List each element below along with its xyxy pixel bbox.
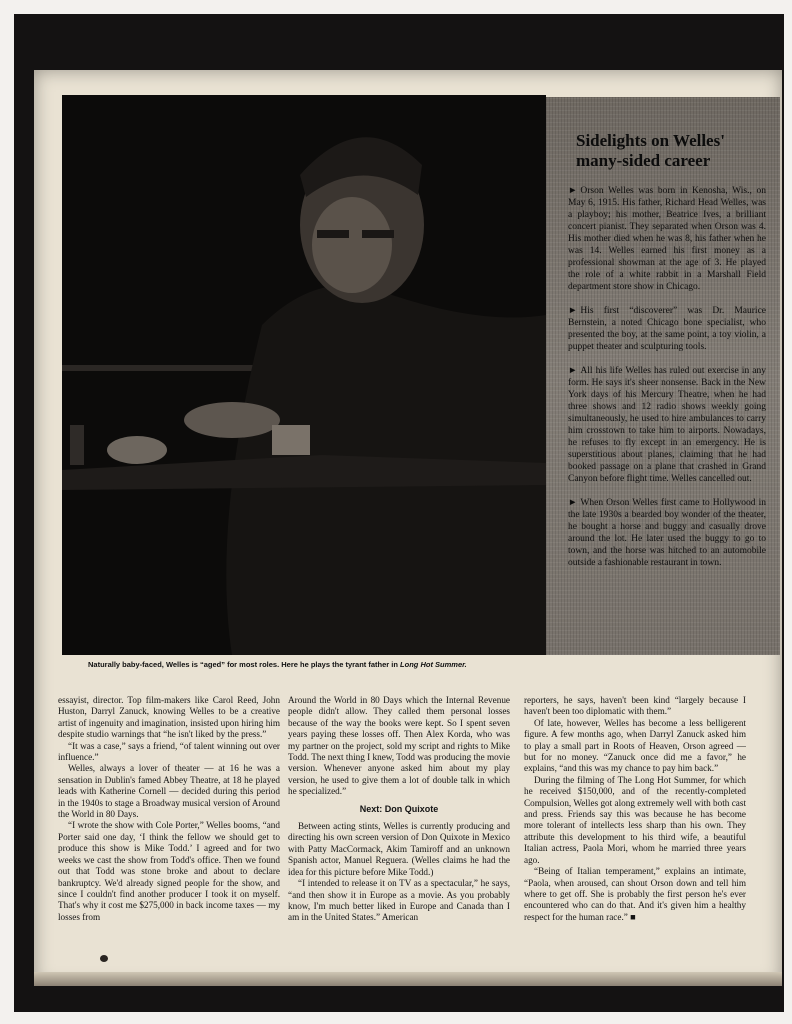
photo-caption: Naturally baby-faced, Welles is “aged” for most roles. Here he plays the tyrant father in Long Hot Summer.	[88, 660, 467, 669]
page-bottom-edge	[34, 972, 782, 986]
article-paragraph: During the filming of The Long Hot Summer, for which he received $150,000, and of the recently-completed Compulsion, Welles got along extremely well with both cast and press. Friends say this was because he has become more tolerant of intellects less sharp than his own. They attribute this development to his third wife, a beautiful Italian actress, Paola Mori, whom he married three years ago.	[524, 774, 746, 865]
article-column-1	[58, 695, 280, 923]
smudge-mark	[100, 955, 108, 962]
article-paragraph: reporters, he says, haven't been kind “largely because I haven't been too diplomatic with them.”	[524, 695, 746, 717]
sidebar-box	[546, 97, 780, 655]
sidebar-paragraph: ► When Orson Welles first came to Hollywood in the late 1930s a bearded boy wonder of the theater, he bought a horse and buggy and casually drove around the lot. He later used the buggy to go to town, and the horse was hitched to an automobile outside a fashionable restaurant in town.	[568, 498, 766, 568]
article-column-3	[524, 695, 746, 923]
arrow-icon: ►	[568, 186, 578, 196]
sidebar-paragraph: ► Orson Welles was born in Kenosha, Wis., on May 6, 1915. His father, Richard Head Welles, was a playboy; his mother, Beatrice Ives, a brilliant concert pianist. They separated when Orson was 4. His mother died when he was 8, his father when he was 14. Welles earned his first money as a professional showman at the age of 3. He played the role of a white rabbit in a Marshall Field department store show in Chicago.	[568, 186, 766, 292]
article-paragraph: “It was a case,” says a friend, “of talent winning out over influence.”	[58, 740, 280, 763]
arrow-icon: ►	[568, 366, 578, 376]
sidebar-paragraph: ► His first “discoverer” was Dr. Maurice Bernstein, a noted Chicago bone specialist, who presented the boy, at the same point, a toy violin, a puppet theater and sculpturing tools.	[568, 306, 766, 352]
article-paragraph: “I intended to release it on TV as a spectacular,” he says, “and then show it in Europe as a movie. As you probably know, I'm much better liked in Europe and Canada than I am in the United States.” American	[288, 878, 510, 923]
photo-illustration	[62, 95, 546, 655]
article-paragraph: Between acting stints, Welles is currently producing and directing his own screen version of Don Quixote in Mexico with Patty MacCormack, Akim Tamiroff and an unknown Spanish actor, Manuel Reguera. (Welles claims he had the idea for this picture before Mike Todd.)	[288, 821, 510, 877]
sidebar-title: Sidelights on Welles' many-sided career	[576, 131, 725, 170]
caption-film-title: Long Hot Summer.	[400, 660, 467, 669]
subhead: Next: Don Quixote	[359, 803, 439, 814]
article-paragraph: Of late, however, Welles has become a less belligerent figure. A few months ago, when Darryl Zanuck asked him to play a small part in Roots of Heaven, Orson agreed — but for no money. “Zanuck once did me a favor,” he explains, “and this was my chance to pay him back.”	[524, 717, 746, 774]
article-column-2	[288, 695, 510, 924]
photo-welles	[62, 95, 546, 655]
article-paragraph: Welles, always a lover of theater — at 16 he was a sensation in Dublin's famed Abbey Theatre, at 18 he played leads with Katherine Cornell — decided during this period in the 1940s to stage a Broadway musical version of Around the World in 80 Days.	[58, 763, 280, 820]
article-paragraph: “I wrote the show with Cole Porter,” Welles booms, “and Porter said one day, ‘I think the fellow we should get to produce this show is Mike Todd.’ I agreed and for two weeks we cast the show from Todd's office. Then we found out that Todd was stone broke and about to declare bankruptcy. We'd already signed people for the show, and since I couldn't find another producer I took it on myself. That's why it cost me $275,000 in back income taxes — my losses from	[58, 820, 280, 922]
article-paragraph: essayist, director. Top film-makers like Carol Reed, John Huston, Darryl Zanuck, knowing Welles to be a creative artist of ingenuity and imagination, insisted upon hiring him despite studio warnings that “he isn't liked by the press.”	[58, 695, 280, 740]
article-paragraph: Around the World in 80 Days which the Internal Revenue people didn't allow. They called them personal losses because of the way the books were kept. So I spent seven years paying these losses off. Then Alex Korda, who was my partner on the project, sold my script and rights to Mike Todd. The next thing I knew, Todd was producing the movie version. Whenever anyone asked him about my play version, he used to give them a lot of double talk in which he specialized.”	[288, 695, 510, 797]
arrow-icon: ►	[568, 306, 578, 316]
article-paragraph: “Being of Italian temperament,” explains an intimate, “Paola, when aroused, can shout Orson down and tell him where to get off. She is probably the first person he's ever encountered who can do that. And it's given him a healthy respect for the human race.” ■	[524, 866, 746, 922]
arrow-icon: ►	[568, 498, 578, 508]
sidebar-paragraph: ► All his life Welles has ruled out exercise in any form. He says it's sheer nonsense. Back in the New York days of his Mercury Theatre, when he had three shows and 12 radio shows weekly going simultaneously, he used to hire ambulances to carry him crosstown to take him to airports. Nowadays, he refuses to fly except in an emergency. He is superstitious about planes, claiming that he had booked passage on a plane that crashed in Grand Canyon before flight time. Welles cancelled out.	[568, 366, 766, 484]
